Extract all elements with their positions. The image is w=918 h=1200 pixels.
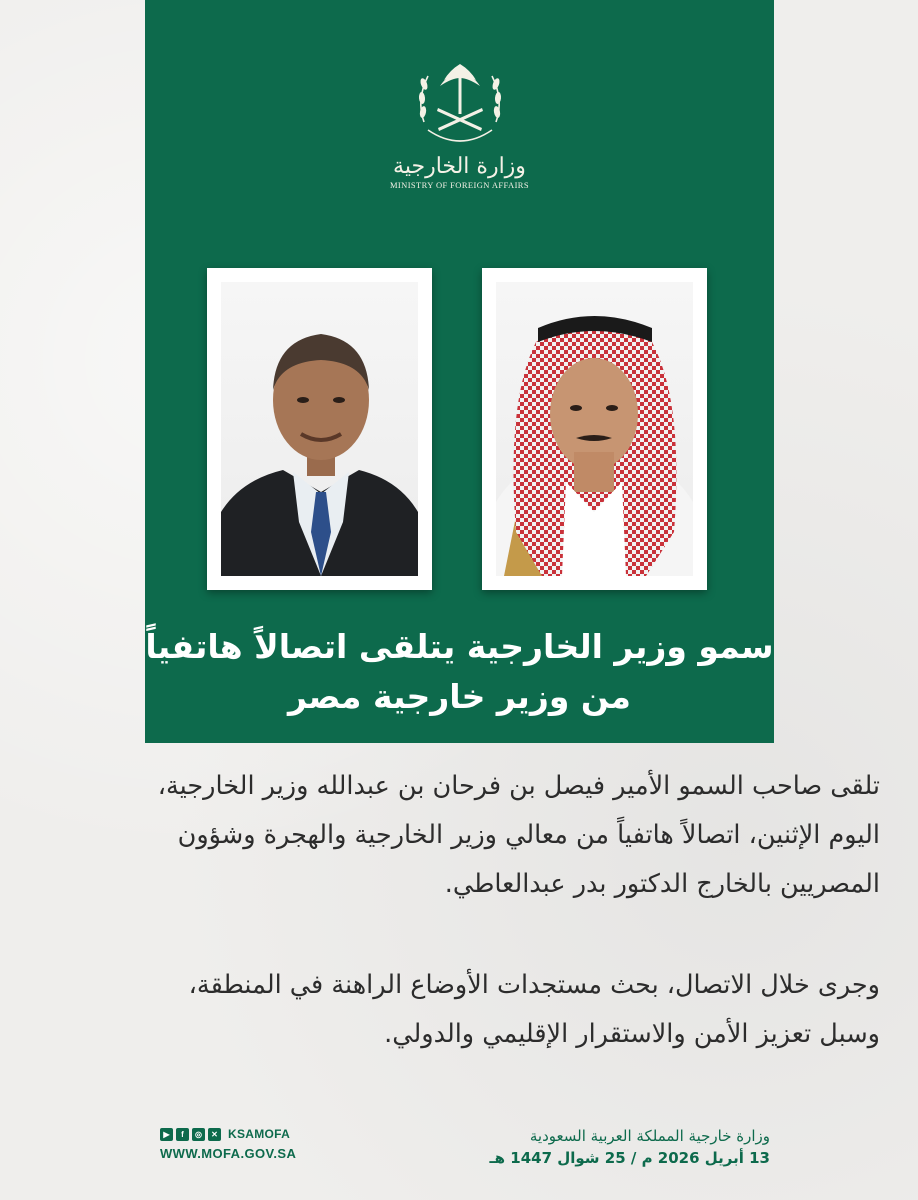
saudi-minister-illustration bbox=[496, 282, 693, 576]
social-row bbox=[160, 1127, 296, 1141]
footer-source bbox=[490, 1125, 770, 1169]
headline bbox=[145, 622, 774, 722]
logo-english-name: MINISTRY OF FOREIGN AFFAIRS bbox=[389, 180, 530, 190]
saudi-emblem-icon bbox=[410, 60, 510, 152]
body-paragraph-2: وجرى خلال الاتصال، بحث مستجدات الأوضاع الراهنة في المنطقة، وسبل تعزيز الأمن والاستقرار الإقليمي والدولي. bbox=[188, 970, 880, 1049]
egyptian-minister-illustration bbox=[221, 282, 418, 576]
portrait-egyptian-minister bbox=[207, 268, 432, 590]
youtube-icon[interactable]: ▶ bbox=[160, 1128, 173, 1141]
facebook-icon[interactable]: f bbox=[176, 1128, 189, 1141]
x-icon[interactable]: ✕ bbox=[208, 1128, 221, 1141]
footer-organization: وزارة خارجية المملكة العربية السعودية bbox=[529, 1127, 770, 1145]
footer-date: 13 أبريل 2026 م / 25 شوال 1447 هـ bbox=[489, 1149, 770, 1167]
website-link[interactable]: WWW.MOFA.GOV.SA bbox=[160, 1146, 297, 1161]
body-paragraph-1: تلقى صاحب السمو الأمير فيصل بن فرحان بن عبدالله وزير الخارجية، اليوم الإثنين، اتصالاً هاتفياً من معالي وزير الخارجية والهجرة وشؤون المصريين بالخارج الدكتور بدر عبدالعاطي. bbox=[157, 771, 880, 899]
headline-line-1: سمو وزير الخارجية يتلقى اتصالاً هاتفياً bbox=[145, 627, 774, 666]
social-handle[interactable]: KSAMOFA bbox=[228, 1127, 291, 1141]
article-body bbox=[120, 762, 880, 1059]
ministry-logo bbox=[145, 60, 774, 190]
footer-contact bbox=[160, 1127, 296, 1161]
logo-arabic-name: وزارة الخارجية bbox=[393, 154, 526, 179]
headline-line-2: من وزير خارجية مصر bbox=[288, 677, 631, 716]
header-panel bbox=[145, 0, 774, 743]
portrait-saudi-minister bbox=[482, 268, 707, 590]
instagram-icon[interactable]: ◎ bbox=[192, 1128, 205, 1141]
